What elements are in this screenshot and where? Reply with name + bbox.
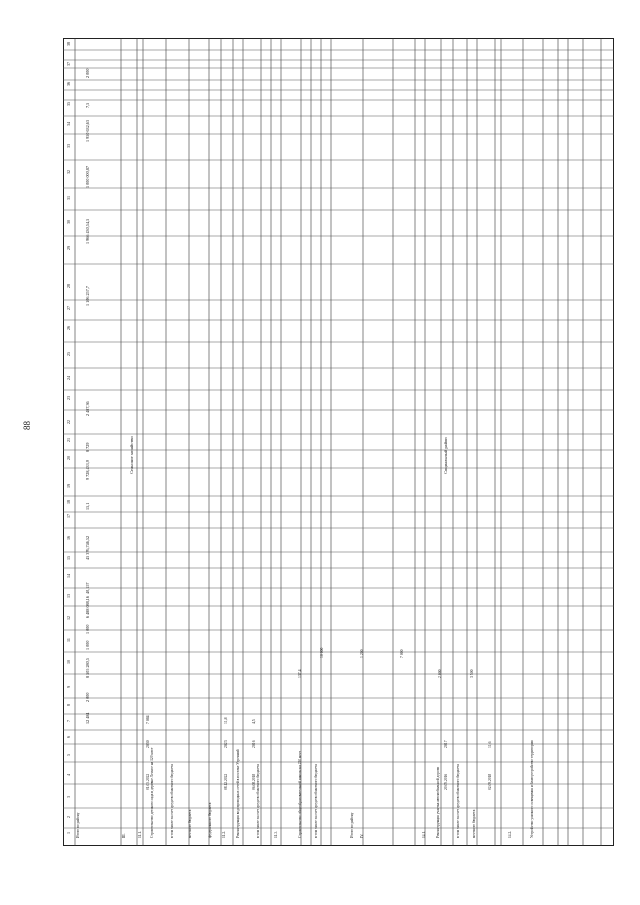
total-row-value: 4,5 — [85, 218, 90, 224]
column-number: 11 — [66, 638, 71, 642]
column-number: 35 — [66, 102, 71, 106]
total-row-value: 7,5 — [85, 102, 90, 108]
total-row-value: 8 505 280,5 — [85, 658, 90, 678]
date-cell: 06.08.2018 — [252, 773, 256, 790]
row-label: Итого по району — [350, 812, 354, 838]
data-cell: 7 084 — [146, 715, 150, 724]
row-label: III. — [122, 833, 126, 838]
total-row-value: 2 000 — [85, 692, 90, 702]
data-cell: 2 000 — [438, 669, 442, 678]
row-label: местного бюджета — [472, 809, 476, 838]
row-label: 14.2. — [508, 830, 512, 838]
row-label: в том числе за счет средств областного бюджета — [256, 764, 260, 838]
total-row-value: 1 000 000,87 — [85, 166, 90, 188]
total-row-value: 2 000 — [85, 68, 90, 78]
data-cell: 2030 — [146, 740, 150, 748]
total-row-value: 40,157 — [85, 582, 90, 594]
column-number: 27 — [66, 306, 71, 310]
row-label: 11.1. — [138, 830, 142, 838]
total-row-value: 2 487,36 — [85, 401, 90, 416]
row-label: 11.3. — [274, 830, 278, 838]
row-label: Строительство детского сада в деревне Лесное на 120 мест — [150, 747, 154, 838]
column-number: 31 — [66, 196, 71, 200]
column-number: 25 — [66, 352, 71, 356]
column-number: 32 — [66, 170, 71, 174]
section-banner: Сельское хозяйство — [129, 436, 134, 474]
column-number: 9 — [66, 686, 71, 688]
data-cell: 2016 — [252, 740, 256, 748]
row-label: в том числе за счет средств областного бюджета — [170, 764, 174, 838]
data-cell: 11,6 — [488, 741, 492, 748]
total-row-value: 1 000 — [85, 624, 90, 634]
total-row-value: 45 376,746,52 — [85, 535, 90, 560]
column-number: 34 — [66, 122, 71, 126]
row-label: Строительство общеобразовательной школы на 220 мест — [298, 750, 302, 838]
column-number: 10 — [66, 660, 71, 664]
column-number: 17 — [66, 514, 71, 518]
column-number: 3 — [66, 796, 71, 798]
total-row-value: 8 729 — [85, 442, 90, 452]
column-number: 6 — [66, 736, 71, 738]
column-number: 13 — [66, 594, 71, 598]
column-number: 38 — [66, 42, 71, 46]
data-cell: 2017 — [444, 740, 448, 748]
total-row-value: 12 484 — [85, 712, 90, 724]
column-number: 20 — [66, 456, 71, 460]
total-row-value: 1 106 257,7 — [85, 286, 90, 306]
date-cell: 08.12.2022 — [224, 773, 228, 790]
date-cell: 20.05.2016 — [444, 773, 448, 790]
column-number: 8 — [66, 704, 71, 706]
column-number: 2 — [66, 816, 71, 818]
total-row-value: 1 950 632,63 — [85, 120, 90, 142]
column-number: 14 — [66, 574, 71, 578]
row-label: Реконструкция участка автомобильной дороги — [436, 766, 440, 838]
column-number: 21 — [66, 438, 71, 442]
row-label: в том числе за счет средств областного бюджета — [456, 764, 460, 838]
total-row-value: 15,1 — [85, 502, 90, 510]
data-cell: 3 500 — [470, 669, 474, 678]
column-number: 24 — [66, 376, 71, 380]
rotated-table-sheet — [63, 38, 614, 846]
column-number: 30 — [66, 220, 71, 224]
column-number: 15 — [66, 556, 71, 560]
column-number: 37 — [66, 62, 71, 66]
column-number: 5 — [66, 754, 71, 756]
column-number: 18 — [66, 500, 71, 504]
column-number: 26 — [66, 326, 71, 330]
date-cell: 02.09.2018 — [488, 773, 492, 790]
data-cell: 4,5 — [252, 719, 256, 724]
column-number: 23 — [66, 396, 71, 400]
page-number: 88 — [22, 421, 32, 430]
row-label: в том числе за счет средств областного бюджета — [314, 764, 318, 838]
row-label: Итого по району — [76, 812, 80, 838]
column-number: 16 — [66, 536, 71, 540]
section-banner: Социальный район — [443, 437, 448, 474]
total-row-value: 9 728,433,9 — [85, 460, 90, 480]
data-cell: 7 000 — [400, 649, 404, 658]
data-cell: 2023 — [224, 740, 228, 748]
data-cell: 1 200 — [360, 649, 364, 658]
total-row-value: 1 000 — [85, 640, 90, 650]
column-number: 29 — [66, 246, 71, 250]
column-number: 33 — [66, 144, 71, 148]
row-label: IV. — [360, 833, 364, 838]
row-label: местного бюджета — [188, 809, 192, 838]
column-number: 36 — [66, 82, 71, 86]
total-row-value: 6 488 088,16 — [85, 596, 90, 618]
data-cell: 137,4 — [298, 669, 302, 678]
total-row-value: 1 966 430,5 — [85, 224, 90, 244]
row-label: 14.1. — [422, 830, 426, 838]
row-label: Реконструкция водопроводных сетей в поселке Утренний — [236, 749, 240, 838]
table-grid — [63, 38, 614, 846]
column-number: 4 — [66, 774, 71, 776]
row-label: федерального бюджета — [208, 802, 212, 838]
column-number: 7 — [66, 720, 71, 722]
date-cell: 01.03.2022 — [146, 773, 150, 790]
column-number: 1 — [66, 832, 71, 834]
data-cell: 10 000 — [320, 647, 324, 658]
column-number: 12 — [66, 616, 71, 620]
column-number: 28 — [66, 284, 71, 288]
row-label: Устройство уличного освещения и благоустройство территории — [530, 740, 534, 838]
data-cell: 11,8 — [224, 717, 228, 724]
column-number: 22 — [66, 420, 71, 424]
row-label: 11.2. — [222, 830, 226, 838]
column-number: 19 — [66, 484, 71, 488]
